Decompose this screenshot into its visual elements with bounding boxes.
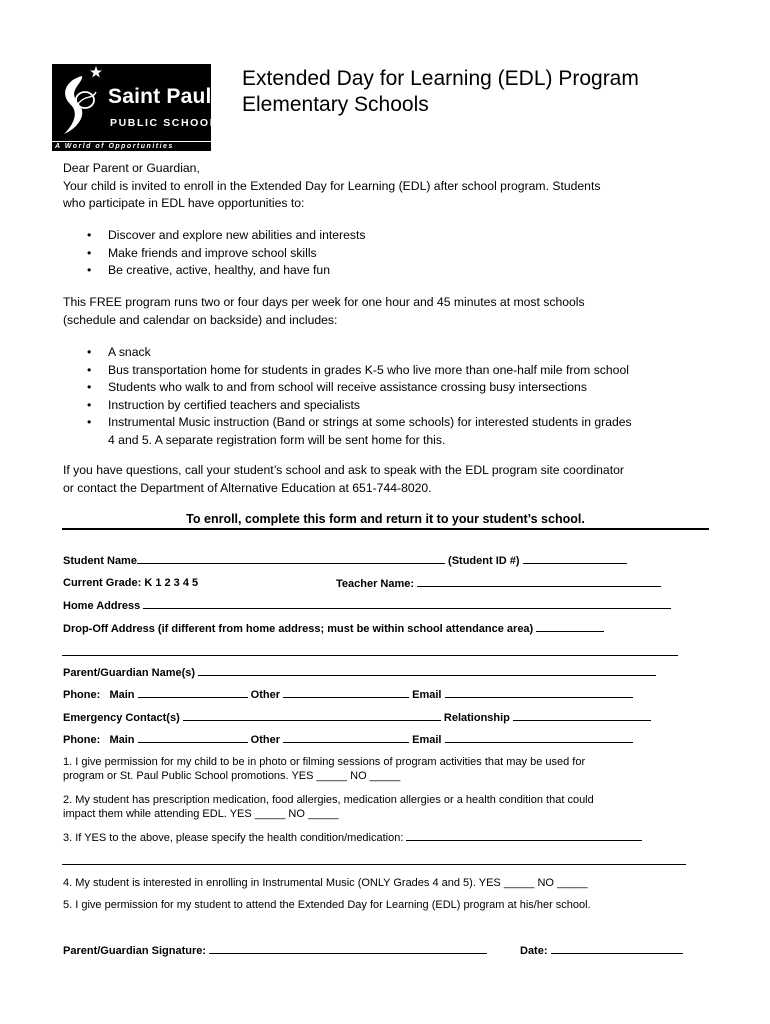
opportunities-list xyxy=(63,227,743,280)
questions-line-2: or contact the Department of Alternative Education at 651-744-8020. xyxy=(63,480,432,495)
parent-names-field[interactable] xyxy=(198,665,656,676)
bullet-icon: • xyxy=(87,263,92,277)
enroll-heading: To enroll, complete this form and return it to your student’s school. xyxy=(186,512,585,526)
logo-tagline: A World of Opportunities xyxy=(52,142,211,151)
email-field[interactable] xyxy=(445,687,633,698)
student-name-row xyxy=(63,553,627,568)
list-item: • Discover and explore new abilities and interests xyxy=(63,227,743,245)
program-line-1: This FREE program runs two or four days per week for one hour and 45 minutes at most schools xyxy=(63,295,585,309)
teacher-row xyxy=(336,576,661,591)
health-condition-field[interactable] xyxy=(406,830,642,841)
questions-line-1: If you have questions, call your student’s school and ask to speak with the EDL program site coordinator xyxy=(63,463,624,477)
list-item: • Be creative, active, healthy, and have fun xyxy=(63,262,743,280)
logo-wordmark: Saint Paul xyxy=(108,85,212,108)
bullet-icon: • xyxy=(87,245,92,260)
teacher-name-label: Teacher Name: xyxy=(336,578,415,590)
health-condition-field-line-2[interactable] xyxy=(62,864,686,865)
question-5: 5. I give permission for my student to attend the Extended Day for Learning (EDL) program at his/her school. xyxy=(63,899,591,911)
student-id-field[interactable] xyxy=(523,553,627,564)
question-2[interactable]: 2. My student has prescription medication, food allergies, medication allergies or a health condition that could impact them while attending EDL. YES _____ NO _____ xyxy=(63,794,594,820)
section-divider xyxy=(62,528,709,530)
question-1[interactable]: 1. I give permission for my child to be in photo or filming sessions of program activities that may be used for program or St. Paul Public School promotions. YES _____ NO _____ xyxy=(63,756,586,782)
email-label: Email xyxy=(412,734,442,746)
intro-line-2: who participate in EDL have opportunities to: xyxy=(63,196,305,210)
list-item: • Instruction by certified teachers and specialists xyxy=(63,397,753,415)
date-row xyxy=(520,943,683,958)
bullet-icon: • xyxy=(87,380,92,394)
relationship-label: Relationship xyxy=(443,712,510,724)
parent-names-row xyxy=(63,665,656,680)
list-item: • Make friends and improve school skills xyxy=(63,245,743,263)
logo-subtitle: PUBLIC SCHOOLS xyxy=(110,117,227,129)
grade-options[interactable]: K 1 2 3 4 5 xyxy=(144,577,199,589)
includes-continuation: 4 and 5. A separate registration form will be sent home for this. xyxy=(108,432,446,447)
emergency-contact-field[interactable] xyxy=(183,710,441,721)
bullet-icon: • xyxy=(87,415,92,429)
bullet-icon: • xyxy=(87,345,92,359)
home-address-row xyxy=(63,598,671,613)
includes-list xyxy=(63,344,753,449)
logo-tagline-band xyxy=(52,141,211,152)
program-description xyxy=(63,294,743,329)
bullet-icon: • xyxy=(87,362,92,377)
list-item: • A snack xyxy=(63,344,753,362)
bullet-icon: • xyxy=(87,228,92,242)
district-logo xyxy=(52,64,227,152)
parent-names-label: Parent/Guardian Name(s) xyxy=(63,667,196,679)
phone-row-1 xyxy=(63,687,633,702)
phone-row-2 xyxy=(63,732,633,747)
question-4[interactable]: 4. My student is interested in enrolling in Instrumental Music (ONLY Grades 4 and 5). YES _____ NO _____ xyxy=(63,877,588,889)
bullet-icon: • xyxy=(87,397,92,412)
phone-label: Phone: xyxy=(63,734,101,746)
other-phone-label: Other xyxy=(250,734,280,746)
student-name-field[interactable] xyxy=(137,553,445,564)
list-item: • Instrumental Music instruction (Band or strings at some schools) for interested students in grades 4 and 5. A separate registration form will be sent home for this. xyxy=(87,415,632,447)
dropoff-label: Drop-Off Address (if different from home address; must be within school attendance area) xyxy=(63,623,534,635)
signature-field[interactable] xyxy=(209,943,487,954)
dropoff-field[interactable] xyxy=(536,621,604,632)
intro-line-1: Your child is invited to enroll in the Extended Day for Learning (EDL) after school program. Students xyxy=(63,178,601,193)
emergency-email-field[interactable] xyxy=(445,732,633,743)
other-phone-label: Other xyxy=(250,689,280,701)
contact-info xyxy=(63,462,753,497)
question-3: 3. If YES to the above, please specify the health condition/medication: xyxy=(63,830,642,845)
emergency-main-phone-field[interactable] xyxy=(138,732,248,743)
email-label: Email xyxy=(412,689,442,701)
date-field[interactable] xyxy=(551,943,683,954)
swoosh-emblem-icon xyxy=(52,64,108,141)
emergency-other-phone-field[interactable] xyxy=(283,732,409,743)
date-label: Date: xyxy=(520,945,548,957)
main-phone-label: Main xyxy=(109,689,135,701)
list-item: • Students who walk to and from school will receive assistance crossing busy intersections xyxy=(63,379,753,397)
home-address-field[interactable] xyxy=(143,598,671,609)
salutation: Dear Parent or Guardian, xyxy=(63,161,200,175)
home-address-label: Home Address xyxy=(63,600,141,612)
student-id-label: (Student ID #) xyxy=(448,555,520,567)
other-phone-field[interactable] xyxy=(283,687,409,698)
emergency-row xyxy=(63,710,651,725)
signature-row: Parent/Guardian Signature: xyxy=(63,943,487,958)
grade-row xyxy=(63,576,198,590)
dropoff-row xyxy=(63,621,604,636)
page-title xyxy=(242,66,639,118)
current-grade-label: Current Grade: xyxy=(63,577,142,589)
title-line-2: Elementary Schools xyxy=(242,93,429,116)
list-item: • Bus transportation home for students in grades K-5 who live more than one-half mile from school xyxy=(63,362,753,380)
letter-intro xyxy=(63,160,743,213)
main-phone-label: Main xyxy=(109,734,135,746)
emergency-contact-label: Emergency Contact(s) xyxy=(63,712,180,724)
signature-label: Parent/Guardian Signature xyxy=(63,945,203,957)
relationship-field[interactable] xyxy=(513,710,651,721)
dropoff-field-line-2[interactable] xyxy=(62,655,678,656)
title-line-1: Extended Day for Learning (EDL) Program xyxy=(242,67,639,90)
main-phone-field[interactable] xyxy=(138,687,248,698)
teacher-name-field[interactable] xyxy=(417,576,661,587)
student-name-label: Student Name xyxy=(63,555,137,567)
phone-label: Phone: xyxy=(63,689,101,701)
program-line-2: (schedule and calendar on backside) and includes: xyxy=(63,312,338,327)
